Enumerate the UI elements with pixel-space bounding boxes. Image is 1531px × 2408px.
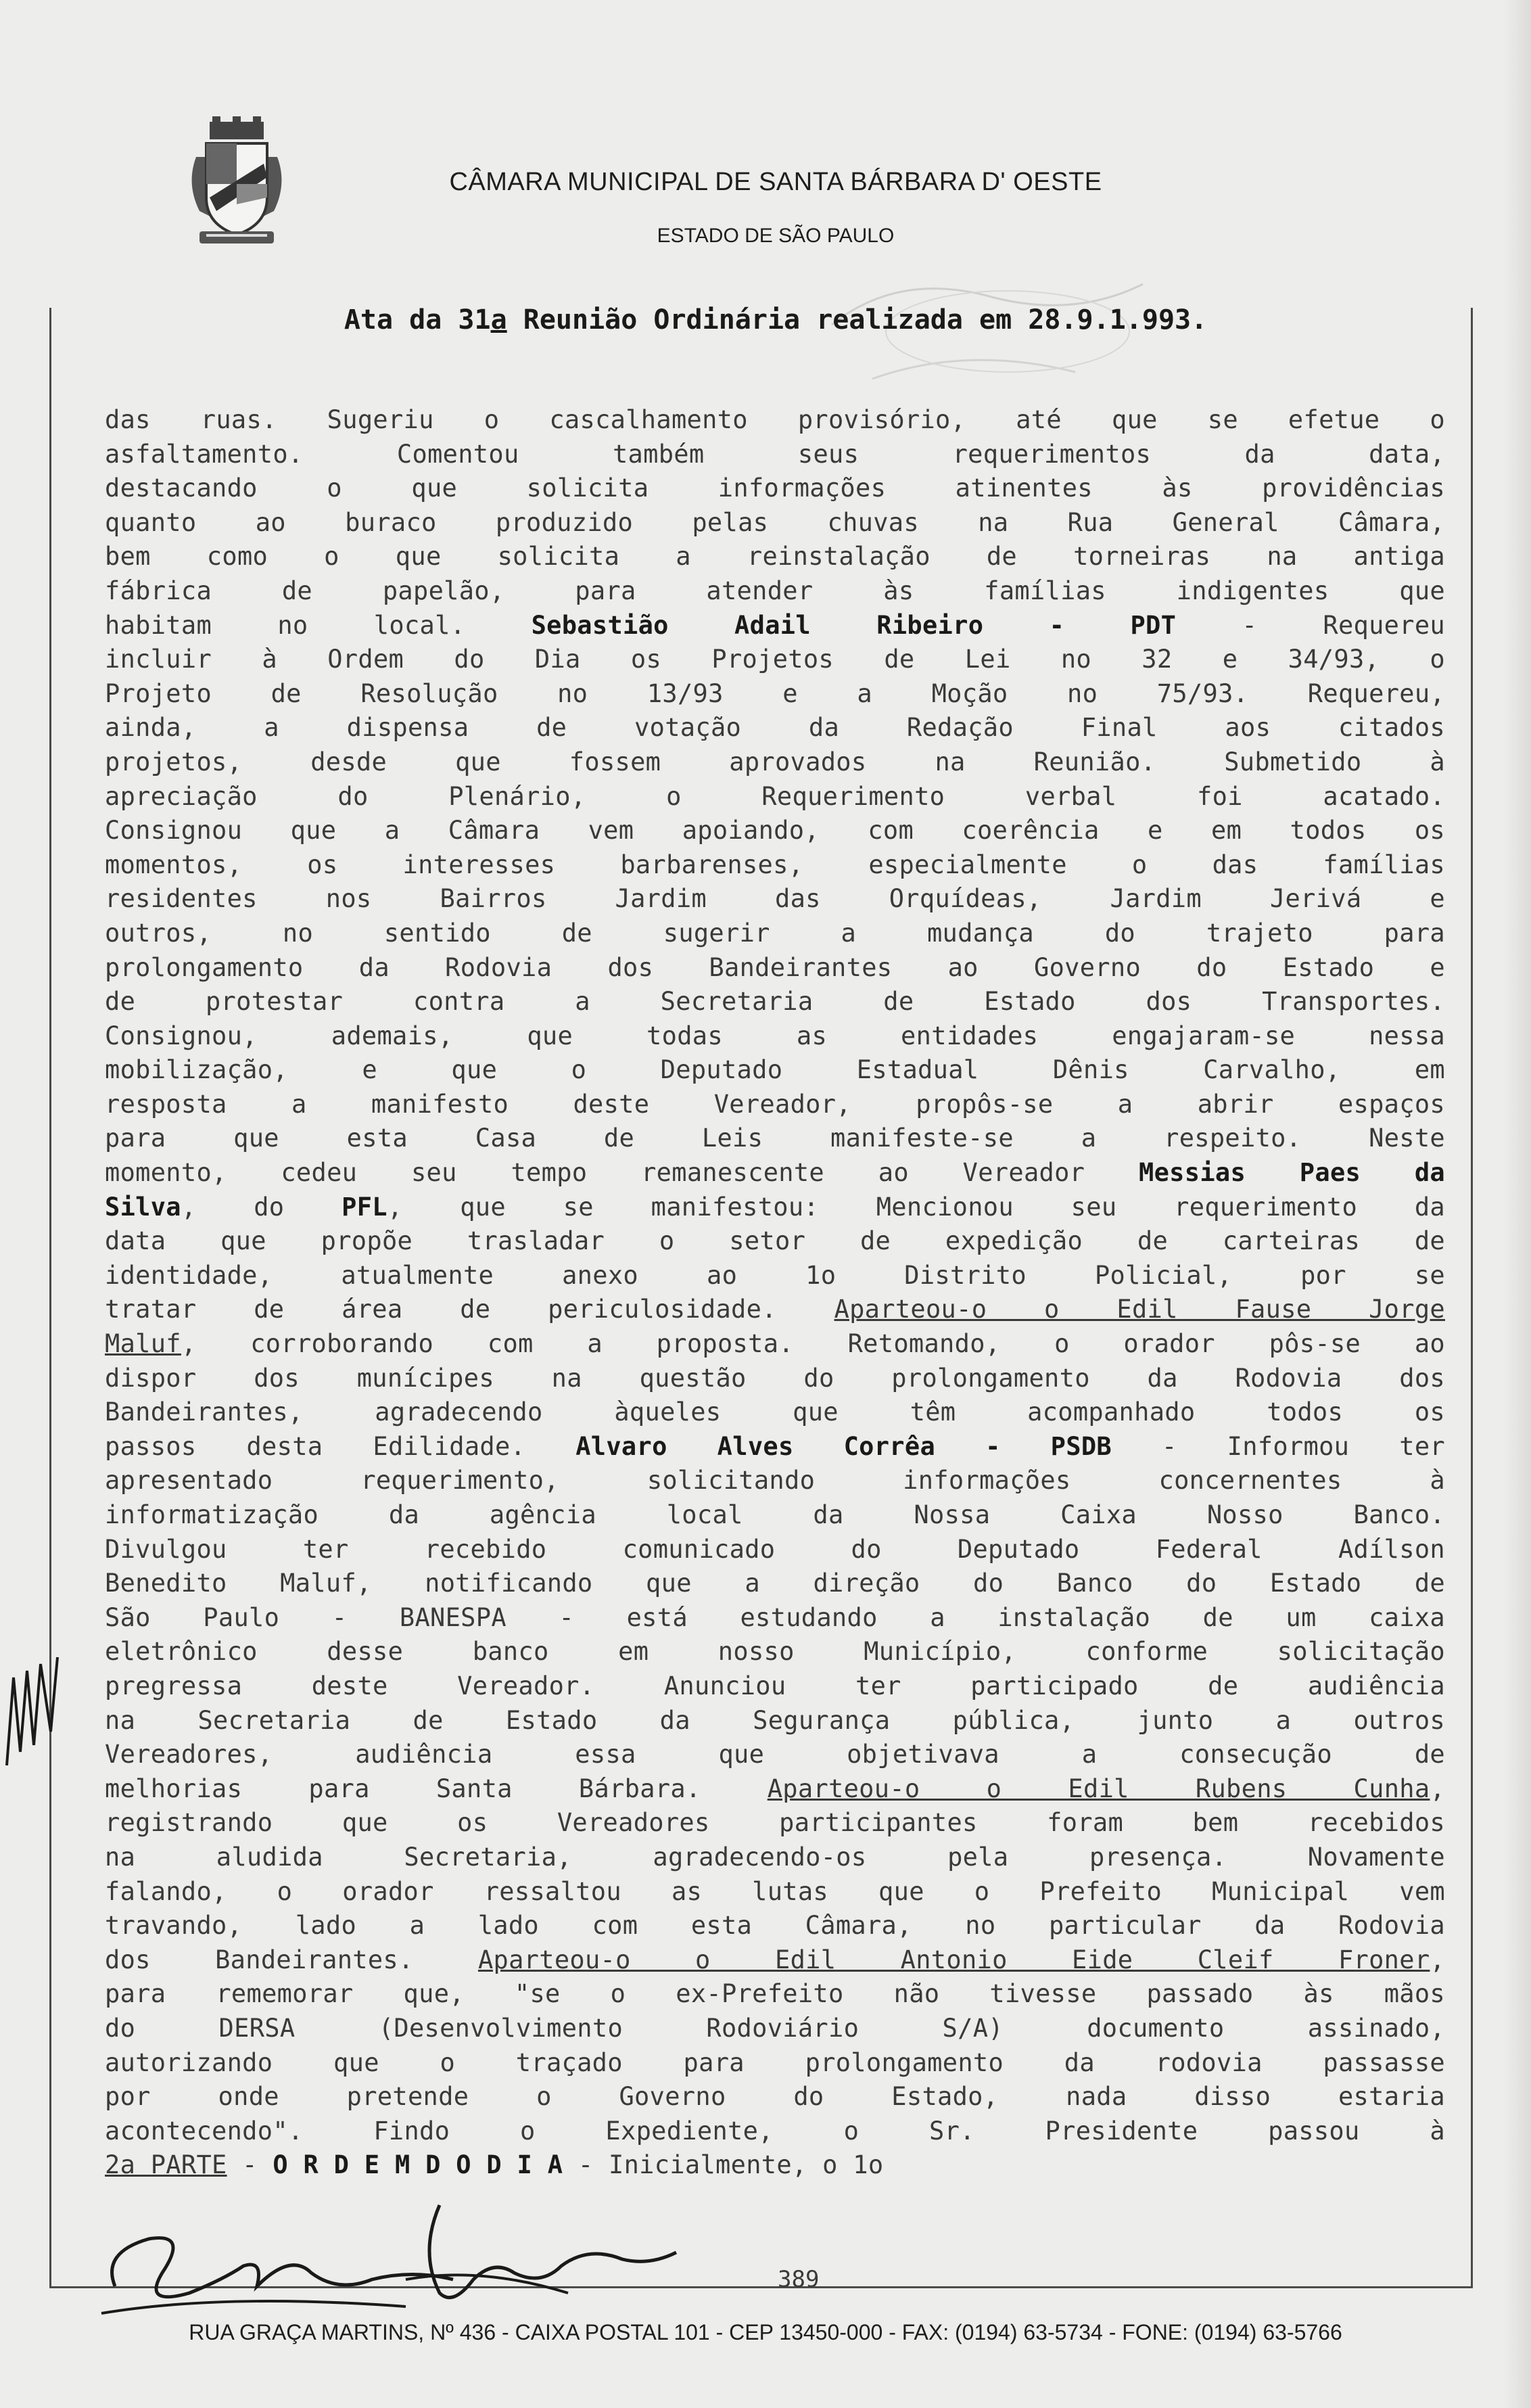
text-line [105,1601,1445,1636]
text-segment: Maluf [105,1329,181,1359]
text-segment: bem como o que solicita a reinstalação de torneiras na antiga [105,542,1445,572]
text-segment: na aludida Secretaria, agradecendo-os pela presença. Novamente [105,1842,1445,1872]
text-line [105,1327,1445,1362]
document-title [0,304,1531,335]
text-segment: resposta a manifesto deste Vereador, propôs-se a abrir espaços [105,1089,1445,1119]
text-segment: eletrônico desse banco em nosso Município, conforme solicitação [105,1637,1445,1667]
text-segment: travando, lado a lado com esta Câmara, no particular da Rodovia [105,1911,1445,1941]
text-line [105,1772,1445,1807]
text-line [105,1224,1445,1259]
text-segment: Aparteou-o o Edil Fause Jorge [834,1295,1445,1324]
text-line [105,882,1445,917]
text-line [105,1088,1445,1122]
text-line [105,1635,1445,1669]
text-line [105,1943,1445,1978]
text-segment: prolongamento da Rodovia dos Bandeirantes ao Governo do Estado e [105,952,1445,982]
text-line [105,951,1445,986]
text-line [105,917,1445,951]
text-segment: data que propõe trasladar o setor de expedição de carteiras de [105,1226,1445,1256]
text-line [105,1704,1445,1738]
text-segment: de protestar contra a Secretaria de Estado dos Transportes. [105,987,1445,1017]
text-segment: - [227,2150,273,2180]
text-segment: Vereadores, audiência essa que objetivava a consecução de [105,1740,1445,1769]
text-line [105,403,1445,438]
text-segment: melhorias para Santa Bárbara. [105,1774,768,1803]
text-line [105,1567,1445,1601]
text-segment: Silva [105,1192,181,1222]
text-segment: asfaltamento. Comentou também seus requerimentos da data, [105,439,1445,469]
text-segment: ainda, a dispensa de votação da Redação Final aos citados [105,713,1445,743]
text-line [105,1190,1445,1225]
text-segment: momentos, os interesses barbarenses, especialmente o das famílias [105,850,1445,879]
text-segment: PFL [341,1192,387,1222]
text-segment: Consignou, ademais, que todas as entidades engajaram-se nessa [105,1021,1445,1050]
text-line [105,848,1445,883]
text-segment: destacando o que solicita informações atinentes às providências [105,473,1445,503]
text-segment: dos Bandeirantes. [105,1945,478,1974]
text-line [105,540,1445,574]
text-segment: identidade, atualmente anexo ao 1o Distrito Policial, por se [105,1260,1445,1290]
text-segment: por onde pretende o Governo do Estado, nada disso estaria [105,2082,1445,2112]
margin-initials [0,1650,61,1772]
text-segment: habitam no local. [105,610,532,640]
text-line [105,1430,1445,1464]
text-segment: para que esta Casa de Leis manifeste-se a respeito. Neste [105,1124,1445,1153]
text-line [105,2080,1445,2114]
text-segment: , do [181,1192,342,1222]
text-segment: informatização da agência local da Nossa Caixa Nosso Banco. [105,1500,1445,1529]
text-line [105,1840,1445,1875]
text-line [105,1019,1445,1054]
text-segment: incluir à Ordem do Dia os Projetos de Lei no 32 e 34/93, o [105,645,1445,674]
text-segment: - Requereu [1176,610,1445,640]
text-line [105,711,1445,745]
text-line [105,814,1445,848]
text-segment: fábrica de papelão, para atender às famílias indigentes que [105,576,1445,605]
institution-name: CÂMARA MUNICIPAL DE SANTA BÁRBARA D' OESTE [449,168,1102,196]
text-line [105,506,1445,540]
text-segment: , que se manifestou: Mencionou seu requerimento da [387,1192,1445,1222]
text-line [105,985,1445,1019]
signature-president [379,2198,690,2320]
text-segment: tratar de área de periculosidade. [105,1295,834,1324]
minutes-body [105,403,1445,2183]
text-line [105,643,1445,677]
text-segment: Aparteou-o o Edil Rubens Cunha [767,1774,1430,1803]
text-line [105,1293,1445,1327]
text-line [105,471,1445,506]
text-segment: São Paulo - BANESPA - está estudando a instalação de um caixa [105,1602,1445,1632]
text-line [105,2114,1445,2149]
text-segment: momento, cedeu seu tempo remanescente ao Vereador [105,1158,1139,1188]
text-segment: Alvaro Alves Corrêa - PSDB [575,1431,1112,1461]
text-segment: , corroborando com a proposta. Retomando, o orador pôs-se ao [181,1329,1445,1359]
text-segment: quanto ao buraco produzido pelas chuvas na Rua General Câmara, [105,507,1445,537]
text-segment: projetos, desde que fossem aprovados na Reunião. Submetido à [105,747,1445,777]
text-line [105,1464,1445,1498]
text-line [105,574,1445,609]
text-line [105,2012,1445,2046]
title-prefix: Ata da 31 [344,304,491,335]
text-segment: mobilização, e que o Deputado Estadual Dênis Carvalho, em [105,1055,1445,1085]
text-segment: Bandeirantes, agradecendo àqueles que têm acompanhado todos os [105,1397,1445,1427]
text-line [105,1669,1445,1704]
text-line [105,1395,1445,1430]
institution-state: ESTADO DE SÃO PAULO [657,225,895,247]
text-line [105,1053,1445,1088]
text-segment: Divulgou ter recebido comunicado do Deputado Federal Adílson [105,1534,1445,1564]
text-segment: acontecendo". Findo o Expediente, o Sr. Presidente passou à [105,2116,1445,2146]
text-segment: residentes nos Bairros Jardim das Orquídeas, Jardim Jerivá e [105,884,1445,914]
page-edge-shadow [1504,0,1531,2408]
text-line [105,745,1445,780]
text-segment: , [1430,1945,1445,1974]
text-segment: pregressa deste Vereador. Anunciou ter participado de audiência [105,1671,1445,1700]
text-segment: apreciação do Plenário, o Requerimento verbal foi acatado. [105,781,1445,811]
text-segment: do DERSA (Desenvolvimento Rodoviário S/A) documento assinado, [105,2013,1445,2043]
text-line [105,1875,1445,1909]
text-line [105,1259,1445,1293]
text-segment: apresentado requerimento, solicitando informações concernentes à [105,1466,1445,1496]
text-segment: registrando que os Vereadores participantes foram bem recebidos [105,1808,1445,1838]
text-line [105,677,1445,712]
title-ordinal: a [490,304,507,335]
text-line [105,2046,1445,2081]
text-line [105,1738,1445,1772]
right-margin-rule [1471,308,1473,2286]
text-segment: dispor dos munícipes na questão do prolongamento da Rodovia dos [105,1363,1445,1393]
text-segment: para rememorar que, "se o ex-Prefeito não tivesse passado às mãos [105,1979,1445,2009]
text-segment: , [1430,1774,1446,1803]
text-segment: das ruas. Sugeriu o cascalhamento provisório, até que se efetue o [105,405,1445,434]
text-segment: falando, o orador ressaltou as lutas que o Prefeito Municipal vem [105,1876,1445,1906]
text-segment: passos desta Edilidade. [105,1431,576,1461]
footer-address: RUA GRAÇA MARTINS, Nº 436 - CAIXA POSTAL 101 - CEP 13450-000 - FAX: (0194) 63-5734 - FONE: (0194) 63-5766 [189,2320,1342,2344]
text-segment: Aparteou-o o Edil Antonio Eide Cleif Froner [477,1945,1430,1974]
text-line [105,780,1445,814]
text-segment: O R D E M D O D I A [273,2150,563,2180]
text-segment: Consignou que a Câmara vem apoiando, com coerência e em todos os [105,816,1445,846]
title-suffix: Reunião Ordinária realizada em 28.9.1.993. [507,304,1208,335]
text-segment: na Secretaria de Estado da Segurança pública, junto a outros [105,1705,1445,1735]
text-segment: Benedito Maluf, notificando que a direção do Banco do Estado de [105,1569,1445,1598]
text-line [105,1362,1445,1396]
text-segment: Sebastião Adail Ribeiro - PDT [531,610,1177,640]
text-line [105,1909,1445,1943]
text-line [105,1533,1445,1567]
page-number: 389 [778,2266,820,2293]
text-line [105,609,1445,643]
left-margin-rule [49,308,51,2286]
text-segment: autorizando que o traçado para prolongamento da rodovia passasse [105,2047,1445,2077]
text-segment: 2a PARTE [105,2150,227,2180]
text-segment: outros, no sentido de sugerir a mudança do trajeto para [105,918,1445,948]
text-segment: Projeto de Resolução no 13/93 e a Moção no 75/93. Requereu, [105,678,1445,708]
text-segment: Messias Paes da [1139,1158,1446,1188]
text-line [105,438,1445,472]
text-line [105,1156,1445,1190]
text-segment: - Inicialmente, o 1o [563,2150,884,2180]
text-line [105,1806,1445,1840]
text-line [105,2148,1445,2183]
text-line [105,1498,1445,1533]
text-line [105,1121,1445,1156]
text-segment: - Informou ter [1111,1431,1445,1461]
text-line [105,1977,1445,2012]
